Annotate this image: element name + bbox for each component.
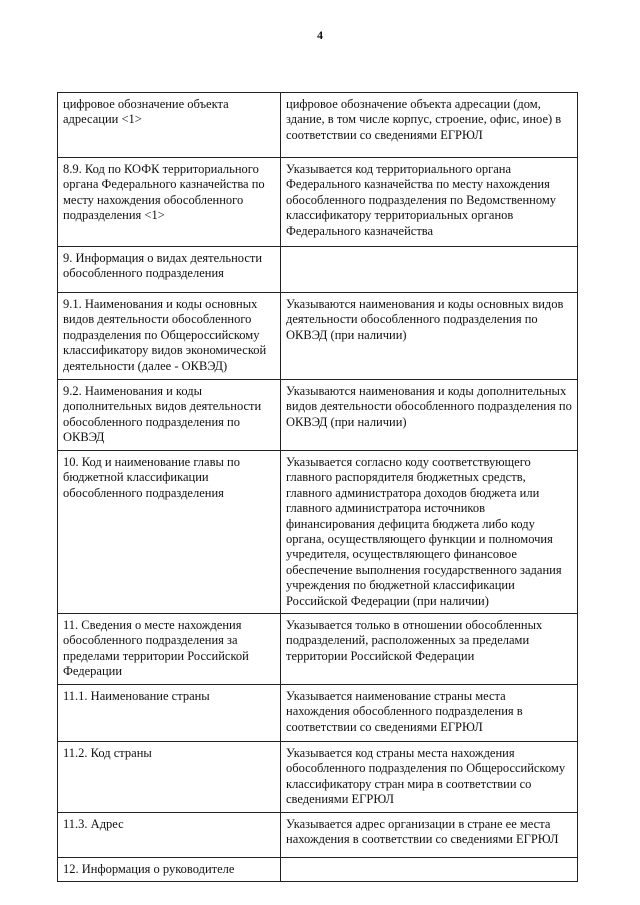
row-description: Указывается код территориального органа Федерального казначейства по месту нахождения обособленного подразделения по Ведомственному классификатору территориальных органов Федерального казначейства — [281, 158, 578, 247]
row-description: Указывается код страны места нахождения обособленного подразделения по Общероссийскому классификатору стран мира в соответствии со сведениями ЕГРЮЛ — [281, 742, 578, 813]
row-label: 11.1. Наименование страны — [58, 685, 281, 742]
row-label: 9. Информация о видах деятельности обособленного подразделения — [58, 247, 281, 293]
table-row — [58, 451, 578, 614]
row-label: 9.1. Наименования и коды основных видов деятельности обособленного подразделения по Общероссийскому классификатору видов экономической деятельности (далее - ОКВЭД) — [58, 293, 281, 380]
row-description: Указываются наименования и коды основных видов деятельности обособленного подразделения по ОКВЭД (при наличии) — [281, 293, 578, 380]
row-description — [281, 247, 578, 293]
row-label: 11. Сведения о месте нахождения обособленного подразделения за пределами территории Российской Федерации — [58, 614, 281, 685]
row-description: Указывается наименование страны места нахождения обособленного подразделения в соответствии со сведениями ЕГРЮЛ — [281, 685, 578, 742]
row-description: Указывается только в отношении обособленных подразделений, расположенных за пределами территории Российской Федерации — [281, 614, 578, 685]
row-label: 11.2. Код страны — [58, 742, 281, 813]
page-number: 4 — [317, 28, 323, 42]
requisites-table — [57, 92, 578, 882]
table-row — [58, 293, 578, 380]
row-label: цифровое обозначение объекта адресации <1> — [58, 93, 281, 158]
row-label: 11.3. Адрес — [58, 813, 281, 858]
table-row — [58, 614, 578, 685]
row-label: 12. Информация о руководителе — [58, 858, 281, 882]
table-row — [58, 685, 578, 742]
row-label: 9.2. Наименования и коды дополнительных видов деятельности обособленного подразделения по ОКВЭД — [58, 380, 281, 451]
row-description: Указывается адрес организации в стране ее места нахождения в соответствии со сведениями ЕГРЮЛ — [281, 813, 578, 858]
row-description — [281, 858, 578, 882]
row-label: 10. Код и наименование главы по бюджетной классификации обособленного подразделения — [58, 451, 281, 614]
row-description: цифровое обозначение объекта адресации (дом, здание, в том числе корпус, строение, офис, иное) в соответствии со сведениями ЕГРЮЛ — [281, 93, 578, 158]
table-row — [58, 742, 578, 813]
row-description: Указывается согласно коду соответствующего главного распорядителя бюджетных средств, главного администратора доходов бюджета или главного администратора источников финансирования дефицита бюджета либо коду органа, осуществляющего функции и полномочия учредителя, осуществляющего финансовое обеспечение выполнения государственного задания учреждения по бюджетной классификации Российской Федерации (при наличии) — [281, 451, 578, 614]
table-row — [58, 93, 578, 158]
table-row — [58, 813, 578, 858]
row-label: 8.9. Код по КОФК территориального органа Федерального казначейства по месту нахождения обособленного подразделения <1> — [58, 158, 281, 247]
table-row — [58, 858, 578, 882]
table-row — [58, 247, 578, 293]
row-description: Указываются наименования и коды дополнительных видов деятельности обособленного подразделения по ОКВЭД (при наличии) — [281, 380, 578, 451]
table-row — [58, 158, 578, 247]
table-row — [58, 380, 578, 451]
